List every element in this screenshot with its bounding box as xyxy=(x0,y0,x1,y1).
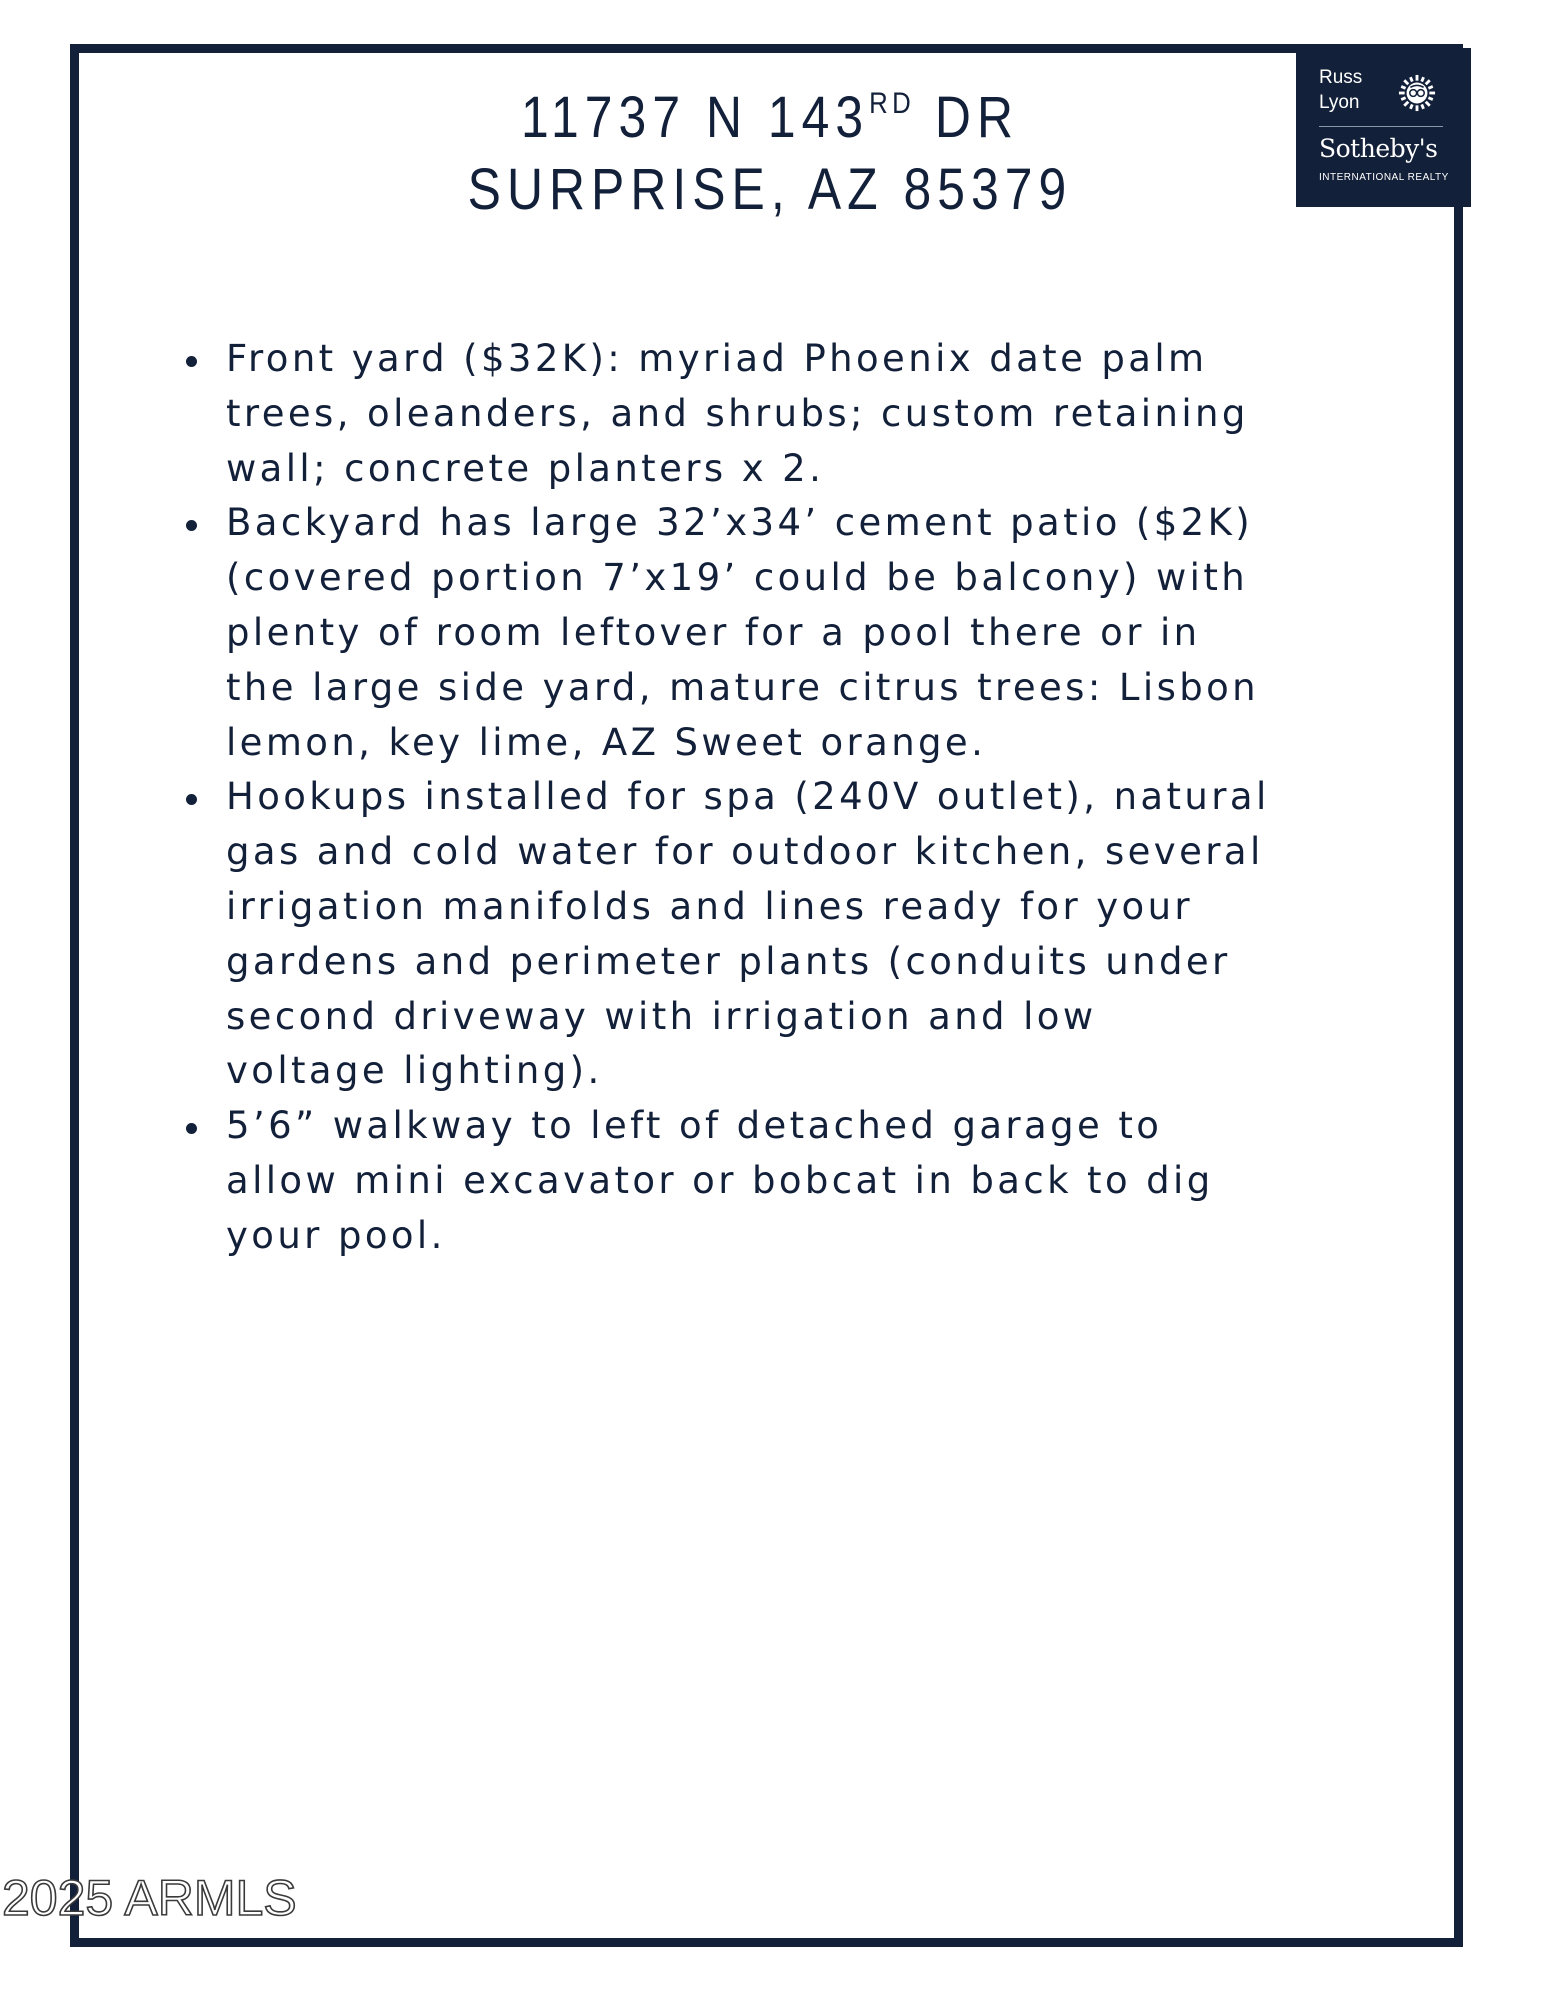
logo-tagline: INTERNATIONAL REALTY xyxy=(1319,172,1449,183)
logo-russ-lyon xyxy=(1319,65,1362,115)
street-type: DR xyxy=(934,85,1020,150)
bullet-icon xyxy=(186,794,197,805)
logo-line-2: Lyon xyxy=(1319,92,1360,113)
feature-list xyxy=(184,332,1414,1264)
sun-emblem-icon xyxy=(1398,74,1436,112)
property-address-heading xyxy=(392,82,1149,226)
bullet-icon xyxy=(186,1123,197,1134)
logo-divider xyxy=(1319,126,1443,127)
street-suffix: RD xyxy=(869,87,916,120)
logo-line-1: Russ xyxy=(1319,67,1363,88)
feature-text: Backyard has large 32’x34’ cement patio ($2K) (covered portion 7’x19’ could be balcony) with plenty of room leftover for a pool there or in the large side yard, mature citrus trees: Lisbon lemon, key lime, AZ Sweet orange. xyxy=(226,501,1260,764)
logo-brand: Sotheby's xyxy=(1319,134,1438,163)
address-line-2: SURPRISE, AZ 85379 xyxy=(467,157,1073,222)
bullet-icon xyxy=(186,520,197,531)
sothebys-logo xyxy=(1296,48,1471,207)
feature-item xyxy=(184,496,1414,770)
feature-text: Hookups installed for spa (240V outlet), natural gas and cold water for outdoor kitchen, several irrigation manifolds and lines ready for your gardens and perimeter plants (conduits under second driveway with irrigation and low voltage lighting). xyxy=(226,775,1270,1093)
feature-item xyxy=(184,332,1414,496)
address-line-1 xyxy=(392,82,1149,154)
feature-item xyxy=(184,1099,1414,1263)
bullet-icon xyxy=(186,356,197,367)
feature-item xyxy=(184,770,1414,1099)
street-number: 11737 N 143 xyxy=(520,85,870,150)
feature-text: 5’6” walkway to left of detached garage to allow mini excavator or bobcat in back to dig your pool. xyxy=(226,1104,1214,1257)
armls-watermark: 2025 ARMLS xyxy=(2,1870,297,1926)
feature-text: Front yard ($32K): myriad Phoenix date palm trees, oleanders, and shrubs; custom retaining wall; concrete planters x 2. xyxy=(226,337,1249,490)
